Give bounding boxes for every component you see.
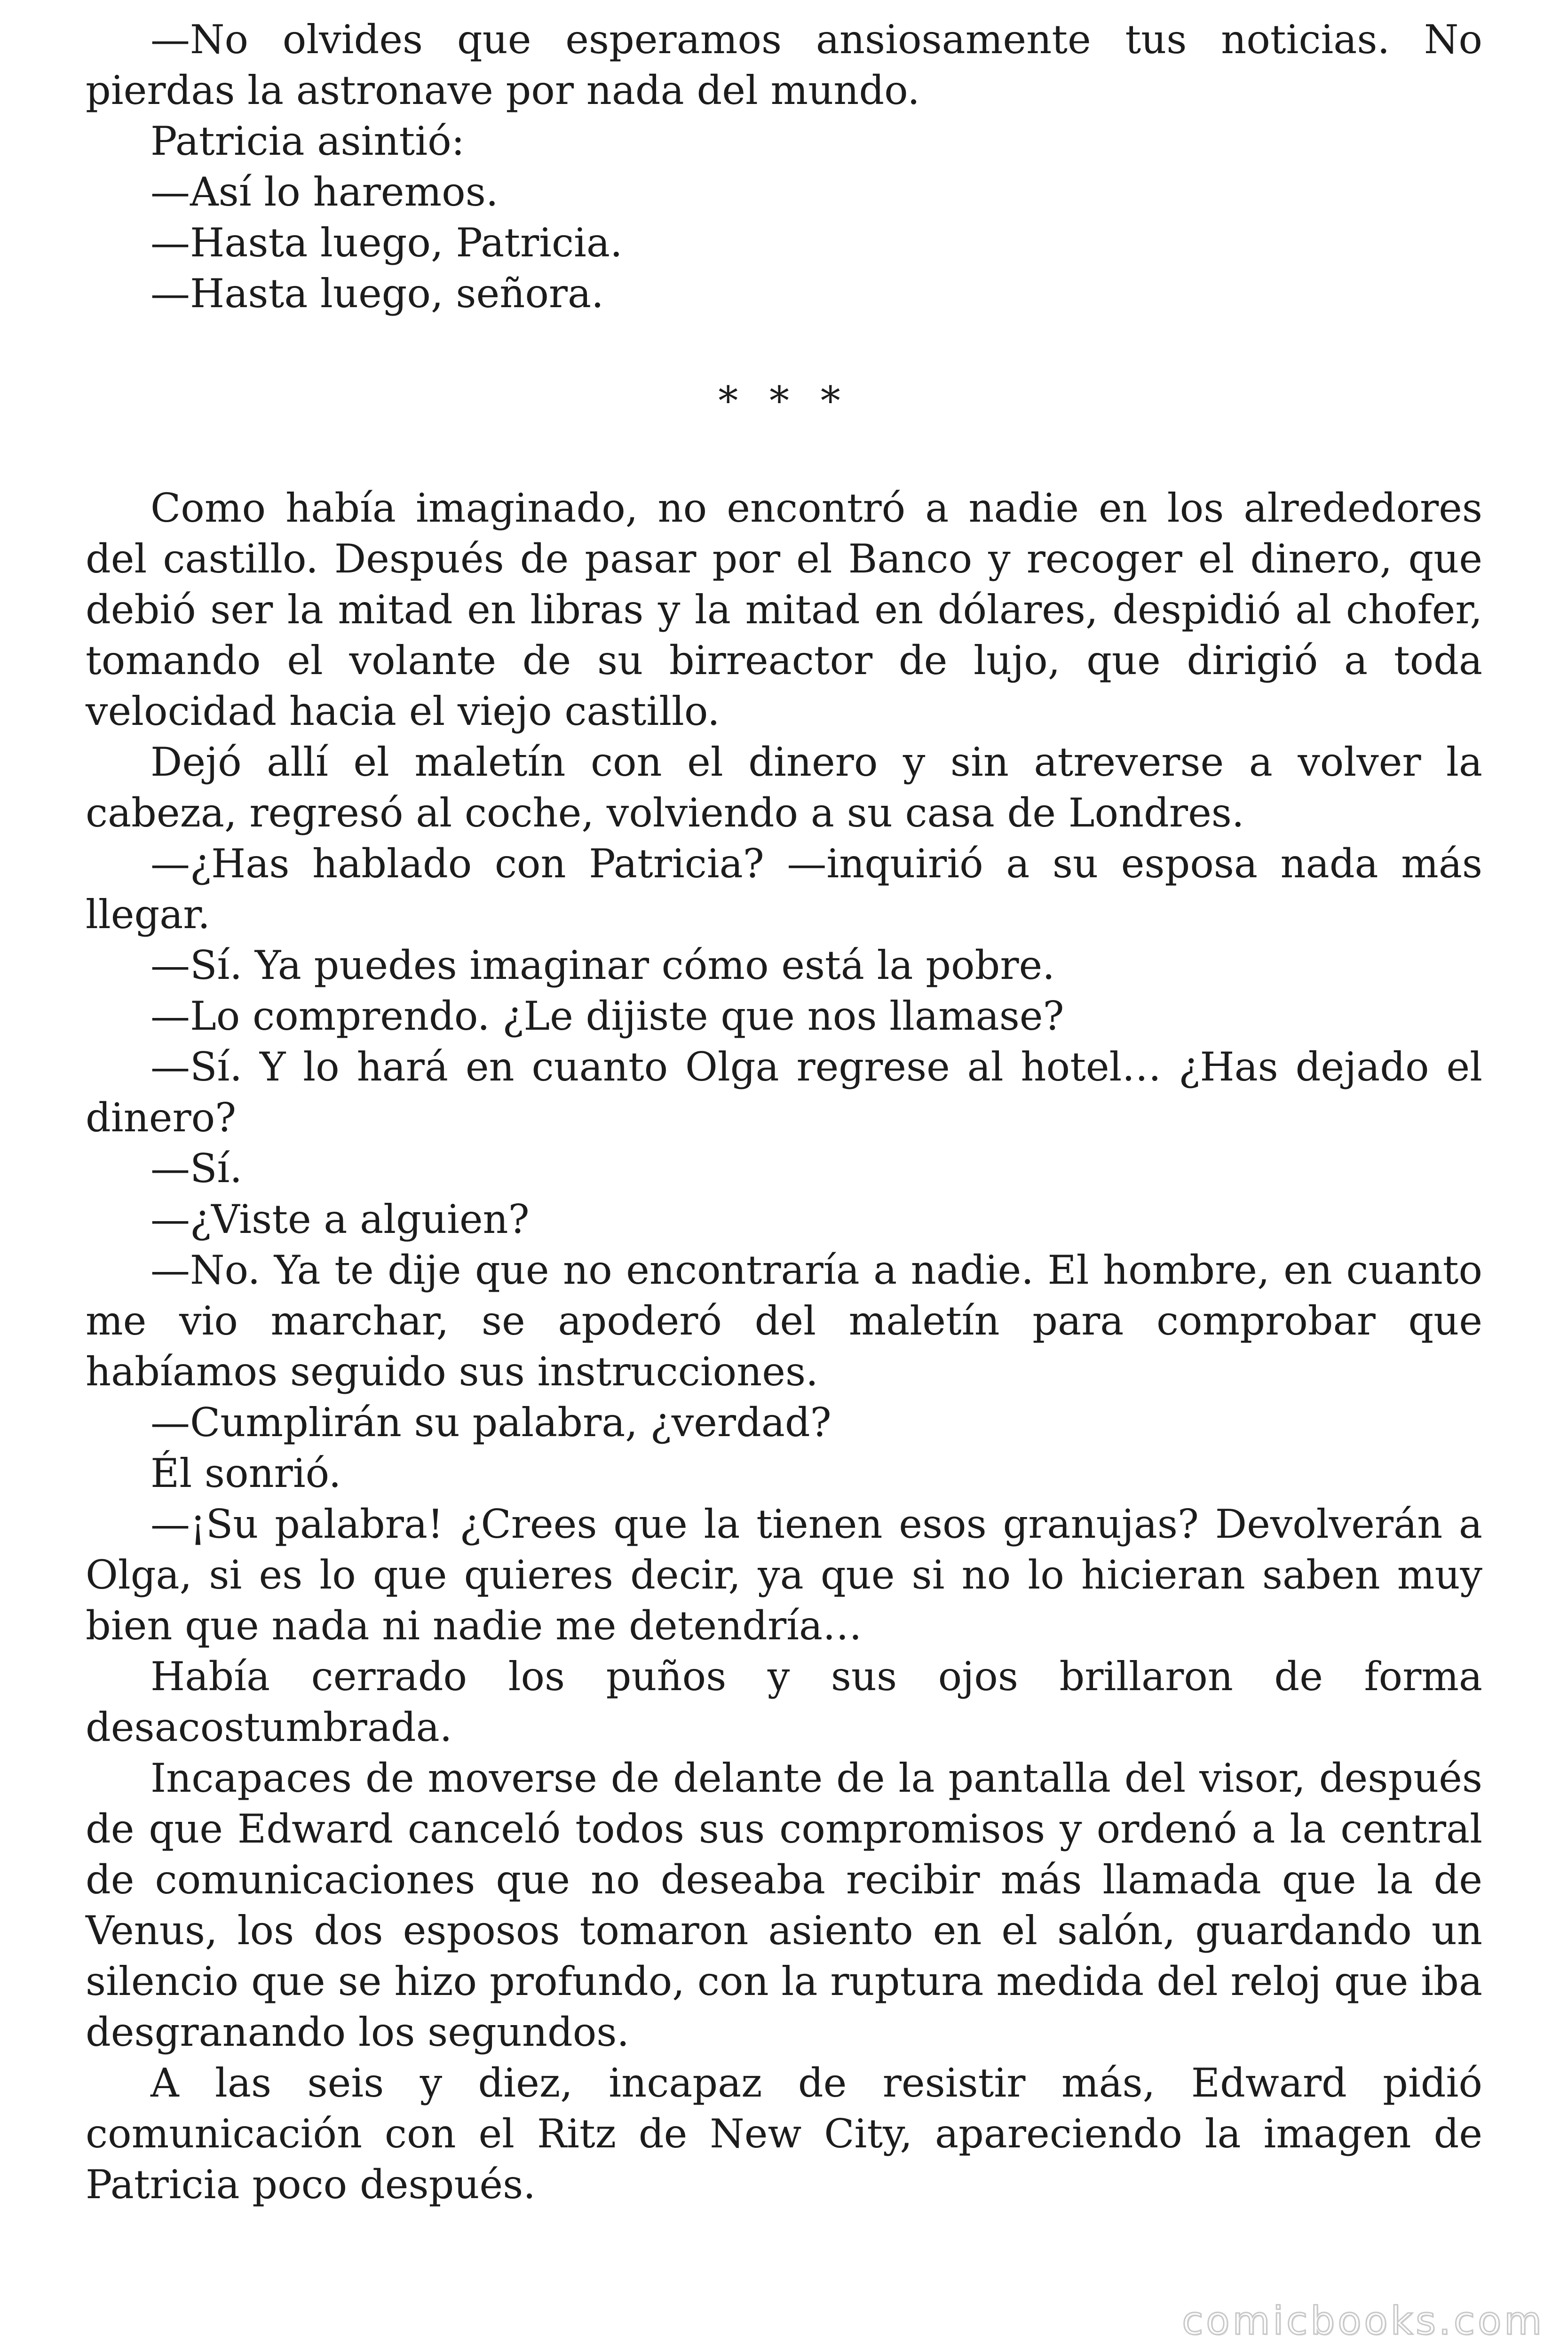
paragraph: —¡Su palabra! ¿Crees que la tienen esos granujas? Devolverán a Olga, si es lo que quieres decir, ya que si no lo hicieran saben muy bien que nada ni nadie me detendría… xyxy=(86,1501,1482,1649)
paragraph: —Hasta luego, señora. xyxy=(150,270,604,317)
watermark: comicbooks.com xyxy=(1182,2299,1544,2344)
paragraph: —¿Has hablado con Patricia? —inquirió a su esposa nada más llegar. xyxy=(86,841,1482,938)
paragraph: —No. Ya te dije que no encontraría a nadie. El hombre, en cuanto me vio marchar, se apoderó del maletín para comprobar que habíamos seguido sus instrucciones. xyxy=(86,1247,1482,1395)
paragraph: —Cumplirán su palabra, ¿verdad? xyxy=(150,1399,832,1446)
section-gap xyxy=(86,426,1482,483)
paragraph: —Así lo haremos. xyxy=(150,169,499,215)
paragraph: Había cerrado los puños y sus ojos brillaron de forma desacostumbrada. xyxy=(86,1653,1482,1750)
paragraph: Incapaces de moverse de delante de la pantalla del visor, después de que Edward canceló todos sus compromisos y ordenó a la central de comunicaciones que no deseaba recibir más llamada que la de Venus, los dos esposos tomaron asiento en el salón, guardando un silencio que se hizo profundo, con la ruptura medida del reloj que iba desgranando los segundos. xyxy=(86,1755,1482,2055)
paragraph: Como había imaginado, no encontró a nadie en los alrededores del castillo. Después de pasar por el Banco y recoger el dinero, que debió ser la mitad en libras y la mitad en dólares, despidió al chofer, tomando el volante de su birreactor de lujo, que dirigió a toda velocidad hacia el viejo castillo. xyxy=(86,485,1482,734)
paragraph: —Sí. Y lo hará en cuanto Olga regrese al hotel… ¿Has dejado el dinero? xyxy=(86,1044,1482,1141)
paragraph: —¿Viste a alguien? xyxy=(150,1196,530,1242)
paragraph: A las seis y diez, incapaz de resistir más, Edward pidió comunicación con el Ritz de New City, apareciendo la imagen de Patricia poco después. xyxy=(86,2060,1482,2208)
paragraph: —Lo comprendo. ¿Le dijiste que nos llamase? xyxy=(150,993,1064,1039)
section-separator: * * * xyxy=(718,378,850,424)
paragraph: —Sí. Ya puedes imaginar cómo está la pobre. xyxy=(150,942,1055,988)
paragraph: Patricia asintió: xyxy=(150,118,465,164)
book-page xyxy=(86,14,1482,2210)
paragraph: Él sonrió. xyxy=(150,1450,341,1496)
section-gap xyxy=(86,319,1482,375)
paragraph: —Hasta luego, Patricia. xyxy=(150,220,623,266)
paragraph: Dejó allí el maletín con el dinero y sin atreverse a volver la cabeza, regresó al coche, volviendo a su casa de Londres. xyxy=(86,739,1482,836)
paragraph: —No olvides que esperamos ansiosamente tus noticias. No pierdas la astronave por nada del mundo. xyxy=(86,16,1482,113)
paragraph: —Sí. xyxy=(150,1145,243,1192)
